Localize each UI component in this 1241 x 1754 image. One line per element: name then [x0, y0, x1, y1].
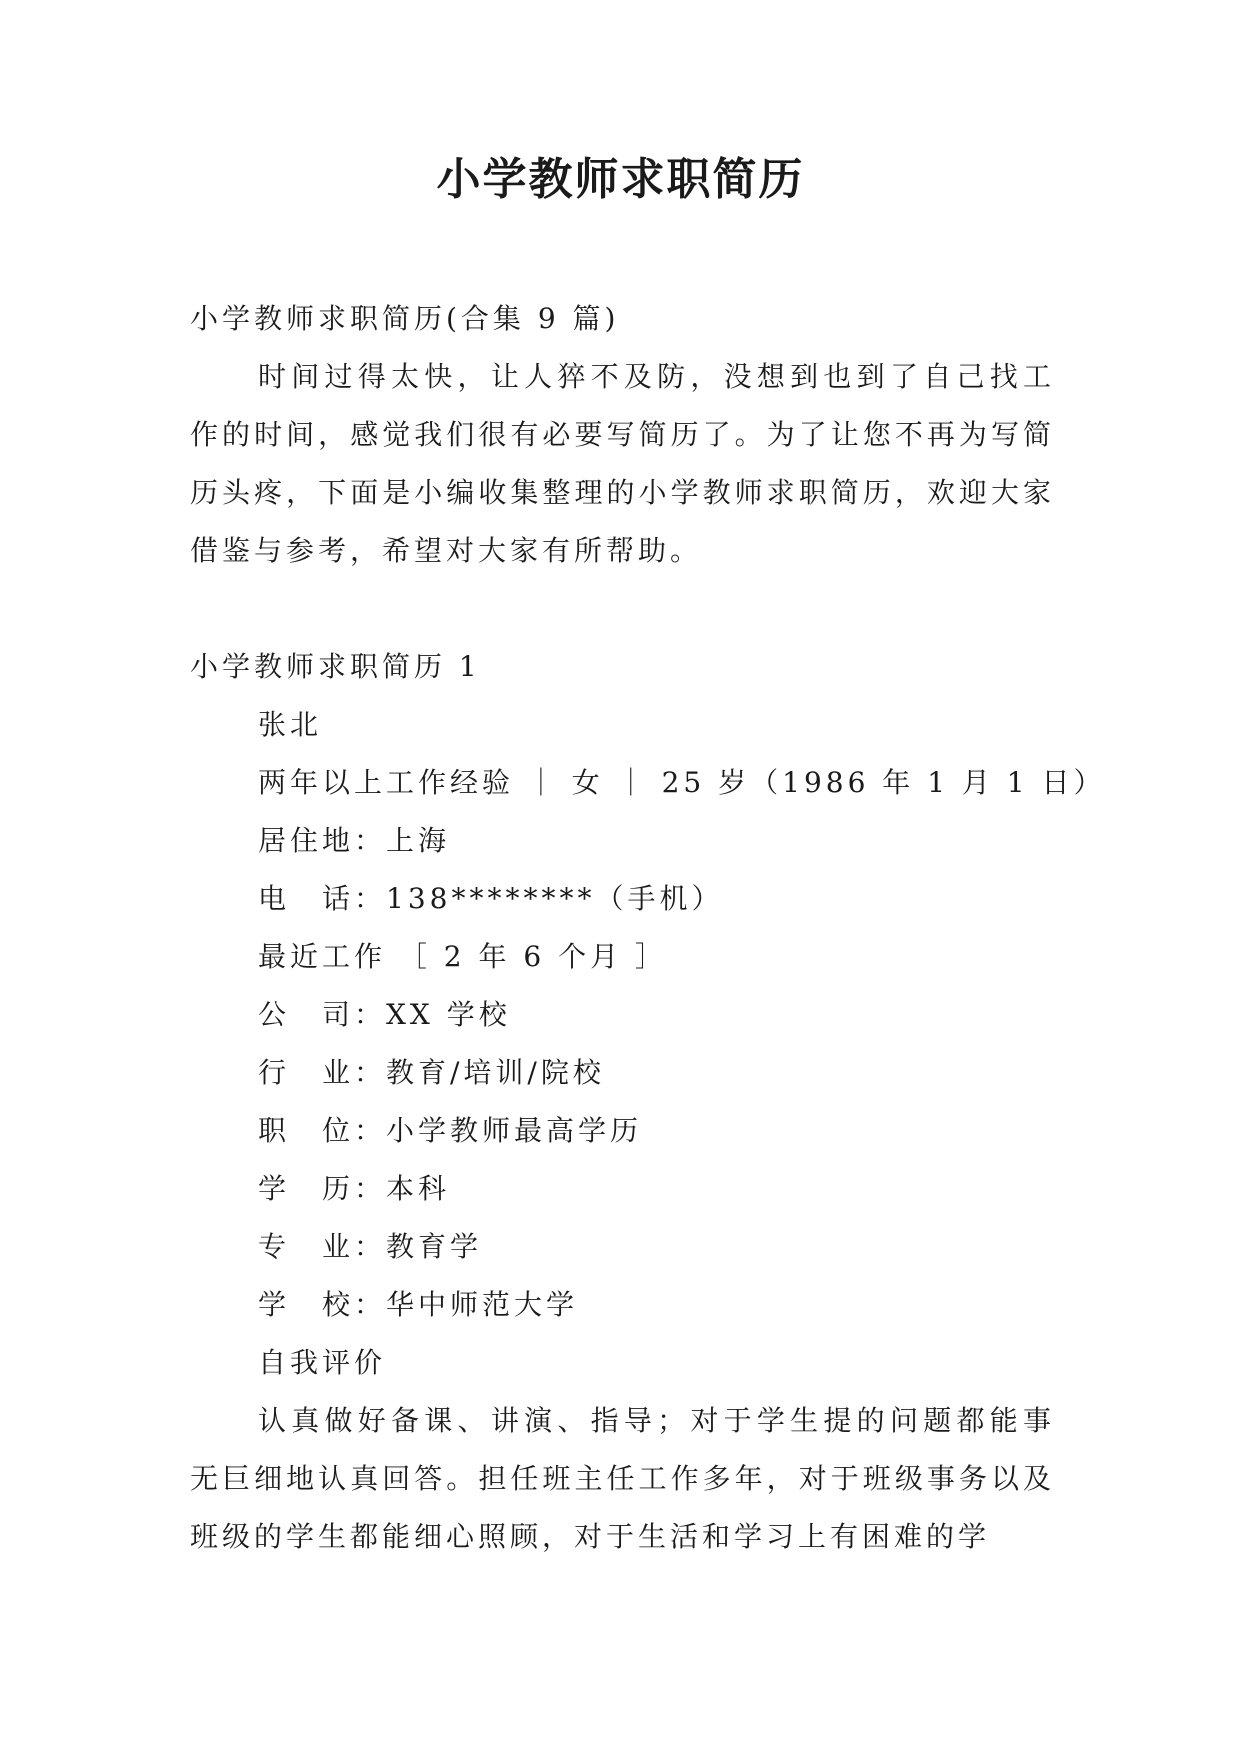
industry-field: 行 业：教育/培训/院校 — [258, 1056, 605, 1089]
intro-paragraph: 时间过得太快，让人猝不及防，没想到也到了自己找工作的时间，感觉我们很有必要写简历了。为了让您不再为写简历头疼，下面是小编收集整理的小学教师求职简历，欢迎大家借鉴与参考，希望对大家有所帮助。 — [190, 360, 1055, 567]
residence-field: 居住地：上海 — [258, 824, 451, 857]
document-title: 小学教师求职简历 — [436, 154, 805, 205]
section-gap — [190, 580, 1055, 638]
position-field: 职 位：小学教师最高学历 — [258, 1114, 643, 1147]
document-body — [190, 290, 1106, 1566]
self-evaluation-heading: 自我评价 — [258, 1346, 387, 1379]
company-field: 公 司：XX 学校 — [258, 998, 511, 1031]
school-field: 学 校：华中师范大学 — [258, 1288, 579, 1321]
recent-work-field: 最近工作 ［ 2 年 6 个月 ］ — [258, 940, 668, 973]
self-evaluation-text: 认真做好备课、讲演、指导；对于学生提的问题都能事无巨细地认真回答。担任班主任工作多年，对于班级事务以及班级的学生都能细心照顾，对于生活和学习上有困难的学 — [190, 1404, 1055, 1553]
phone-field: 电 话：138********（手机） — [258, 882, 724, 915]
education-field: 学 历：本科 — [258, 1172, 451, 1205]
major-field: 专 业：教育学 — [258, 1230, 483, 1263]
candidate-summary: 两年以上工作经验 ｜ 女 ｜ 25 岁（1986 年 1 月 1 日） — [258, 766, 1106, 799]
document-subtitle: 小学教师求职简历(合集 9 篇) — [190, 302, 620, 335]
section-heading: 小学教师求职简历 1 — [190, 650, 481, 683]
candidate-name: 张北 — [258, 708, 323, 741]
